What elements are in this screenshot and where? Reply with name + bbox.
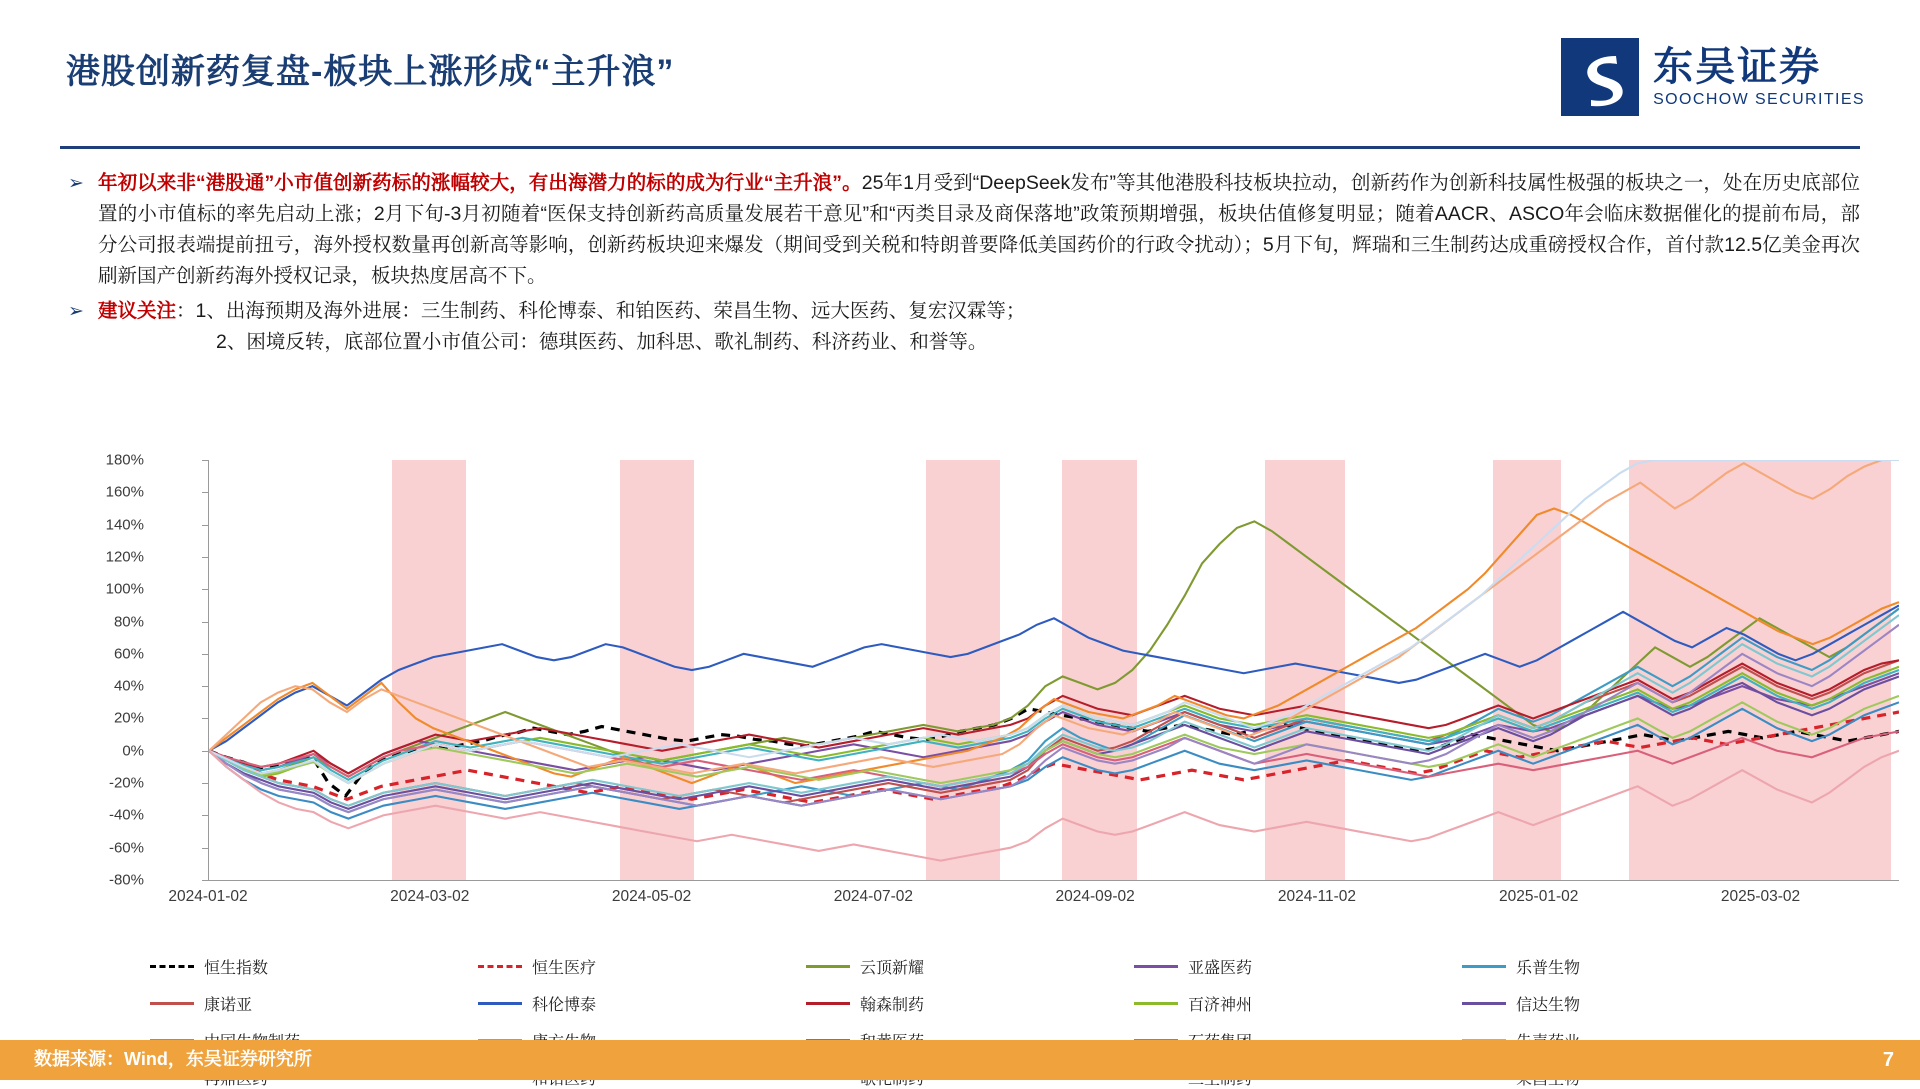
series-lines <box>209 460 1899 880</box>
legend-item[interactable] <box>806 992 1134 1015</box>
legend-swatch <box>1134 1002 1178 1005</box>
y-tick-label: 140% <box>105 516 144 534</box>
data-source-text: 数据来源：Wind，东吴证券研究所 <box>34 1049 312 1069</box>
legend-label: 信达生物 <box>1516 997 1581 1014</box>
slide-footer <box>0 1040 1920 1080</box>
legend-label: 百济神州 <box>1188 997 1253 1014</box>
legend-label: 恒生指数 <box>204 960 269 977</box>
y-tick-label: 120% <box>105 548 144 566</box>
y-tick-label: 180% <box>105 451 144 469</box>
x-tick-label: 2024-03-02 <box>390 888 470 905</box>
legend-label: 乐普生物 <box>1516 960 1581 977</box>
logo-company-cn: 东吴证券 <box>1653 44 1822 89</box>
paragraph-1-rest: 25年1月受到“DeepSeek发布”等其他港股科技板块拉动，创新药作为创新科技属性极强的板块之一，处在历史底部位置的小市值标的率先启动上涨；2月下旬-3月初随着“医保支持创新药高质量发展若干意见”和“丙类目录及商保落地”政策预期增强，板块估值修复明显；随着AACR、ASCO年会临床数据催化的提前布局，部分公司报表端提前扭亏，海外授权数量再创新高等影响，创新药板块迎来爆发（期间受到关税和特朗普要降低美国药价的行政令扰动）；5月下旬，辉瑞和三生制药达成重磅授权合作，首付款12.5亿美金再次刷新国产创新药海外授权记录，板块热度居高不下。 <box>98 172 1860 287</box>
y-tick-label: -40% <box>108 806 144 824</box>
x-tick-label: 2025-03-02 <box>1720 888 1801 905</box>
legend-label: 恒生医疗 <box>532 960 597 977</box>
y-tick-label: 60% <box>113 645 144 663</box>
y-tick-label: -60% <box>108 839 144 857</box>
legend-item[interactable] <box>150 955 478 978</box>
y-tick-label: -20% <box>108 774 144 792</box>
legend-item[interactable] <box>806 955 1134 978</box>
y-tick-label: -80% <box>108 871 144 889</box>
legend-item[interactable] <box>478 955 806 978</box>
recommendation-label: 建议关注 <box>98 300 177 322</box>
series-line <box>209 625 1899 812</box>
header-divider <box>60 146 1860 149</box>
y-tick-label: 0% <box>122 742 144 760</box>
legend-label: 科伦博泰 <box>532 997 597 1014</box>
recommendation-line2: 2、困境反转，底部位置小市值公司：德琪医药、加科思、歌礼制药、科济药业、和誉等。 <box>216 331 988 353</box>
legend-label: 翰森制药 <box>860 997 925 1014</box>
logo-company-en: SOOCHOW SECURITIES <box>1653 90 1865 108</box>
legend-swatch <box>150 1002 194 1005</box>
legend-swatch <box>1134 965 1178 968</box>
legend-swatch <box>806 1002 850 1005</box>
series-line <box>209 751 1899 861</box>
legend-swatch <box>1462 965 1506 968</box>
recommendation-line1: ：1、出海预期及海外进展：三生制药、科伦博泰、和铂医药、荣昌生物、远大医药、复宏汉霖等； <box>176 300 1026 322</box>
paragraph-1-lead: 年初以来非“港股通”小市值创新药标的涨幅较大，有出海潜力的标的成为行业“主升浪”。 <box>98 172 862 194</box>
legend-item[interactable] <box>1462 955 1790 978</box>
chart-plot-area <box>208 460 1899 881</box>
paragraph-1 <box>98 168 1860 292</box>
legend-swatch <box>806 965 850 968</box>
legend-swatch <box>1462 1002 1506 1005</box>
legend-swatch <box>478 965 522 968</box>
legend-item[interactable] <box>478 992 806 1015</box>
legend-item[interactable] <box>1462 992 1790 1015</box>
page-title: 港股创新药复盘-板块上涨形成“主升浪” <box>66 53 675 91</box>
company-logo <box>1495 32 1865 122</box>
slide-header <box>0 0 1920 148</box>
y-tick-label: 20% <box>113 709 144 727</box>
y-tick-label: 100% <box>105 580 144 598</box>
x-tick-label: 2024-05-02 <box>611 888 692 905</box>
content-body <box>60 168 1860 362</box>
x-tick-label: 2025-01-02 <box>1499 888 1579 905</box>
x-tick-label: 2024-09-02 <box>1055 888 1135 905</box>
page-number: 7 <box>1882 1049 1894 1071</box>
series-line <box>209 460 1899 773</box>
bullet-icon-2: ➢ <box>68 301 84 322</box>
legend-label: 康诺亚 <box>204 997 253 1014</box>
performance-chart <box>98 452 1838 932</box>
legend-swatch <box>478 1002 522 1005</box>
x-tick-label: 2024-01-02 <box>168 888 248 905</box>
legend-item[interactable] <box>150 992 478 1015</box>
legend-swatch <box>150 965 194 968</box>
bullet-icon: ➢ <box>68 173 84 194</box>
x-tick-label: 2024-07-02 <box>833 888 913 905</box>
paragraph-2-row <box>60 296 1860 358</box>
y-tick-label: 160% <box>105 483 144 501</box>
legend-item[interactable] <box>1134 955 1462 978</box>
y-tick-label: 80% <box>113 613 144 631</box>
soochow-logo-icon <box>1561 38 1639 116</box>
paragraph-2 <box>98 296 1860 358</box>
legend-item[interactable] <box>1134 992 1462 1015</box>
logo-text <box>1653 46 1865 109</box>
x-tick-label: 2024-11-02 <box>1277 888 1356 905</box>
legend-label: 云顶新耀 <box>860 960 925 977</box>
paragraph-1-row <box>60 168 1860 292</box>
y-tick-label: 40% <box>113 677 144 695</box>
legend-label: 亚盛医药 <box>1188 960 1253 977</box>
